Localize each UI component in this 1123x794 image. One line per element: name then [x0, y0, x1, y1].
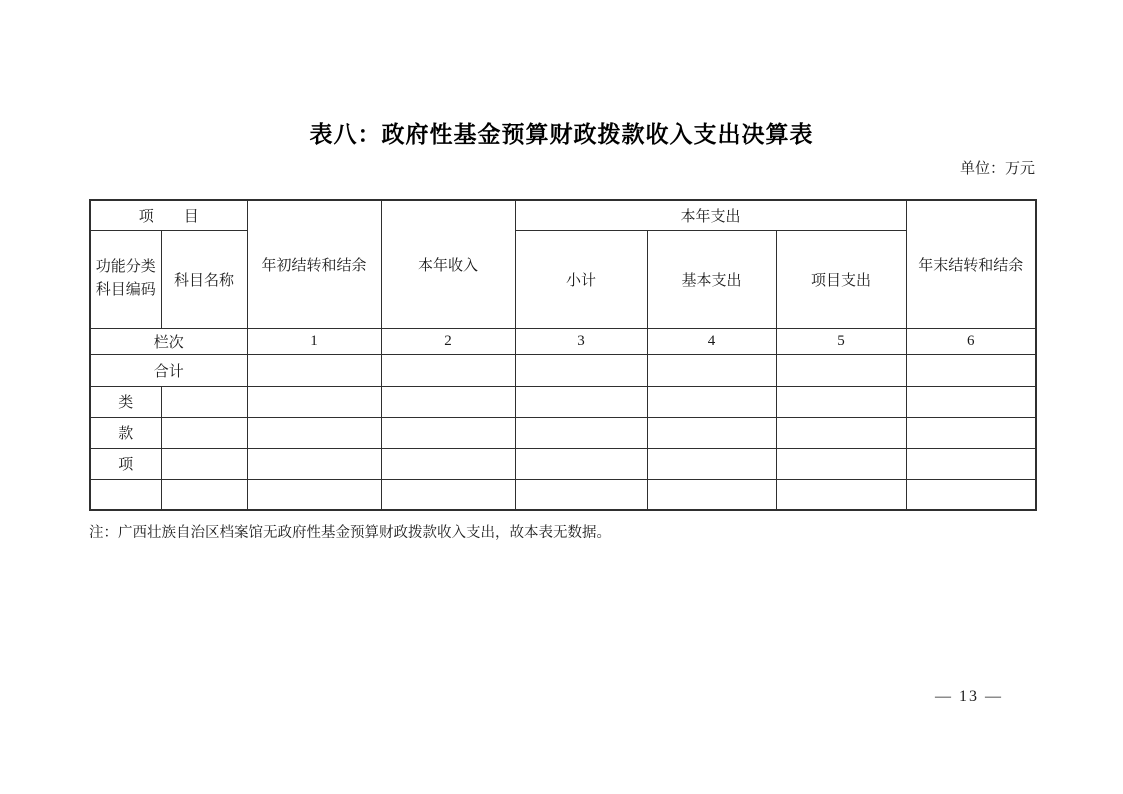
- table-note: 注：广西壮族自治区档案馆无政府性基金预算财政拨款收入支出，故本表无数据。: [89, 525, 611, 541]
- empty-cell: [161, 448, 247, 479]
- header-row-sub: [90, 230, 1036, 328]
- row-label-class: 类: [90, 386, 161, 417]
- column-index-4: 4: [647, 328, 776, 354]
- empty-cell: [515, 386, 647, 417]
- header-project-expenditure: 项目支出: [776, 230, 906, 328]
- empty-cell: [647, 354, 776, 386]
- empty-cell: [381, 417, 515, 448]
- empty-cell: [247, 448, 381, 479]
- column-index-3: 3: [515, 328, 647, 354]
- empty-cell: [381, 479, 515, 510]
- table-row-class: [90, 386, 1036, 417]
- empty-cell: [161, 479, 247, 510]
- column-index-5: 5: [776, 328, 906, 354]
- empty-cell: [515, 448, 647, 479]
- page-number: — 13 —: [935, 688, 1003, 705]
- page-title: 表八：政府性基金预算财政拨款收入支出决算表: [309, 122, 814, 147]
- empty-cell: [776, 479, 906, 510]
- empty-cell: [515, 354, 647, 386]
- header-subject-name: 科目名称: [161, 230, 247, 328]
- column-index-1: 1: [247, 328, 381, 354]
- table-row-total: [90, 354, 1036, 386]
- empty-cell: [776, 448, 906, 479]
- empty-cell: [381, 386, 515, 417]
- header-current-year-expenditure: 本年支出: [515, 200, 906, 230]
- column-index-2: 2: [381, 328, 515, 354]
- header-closing-balance: 年末结转和结余: [906, 200, 1036, 328]
- table-row-section: [90, 417, 1036, 448]
- empty-cell: [906, 448, 1036, 479]
- empty-cell: [381, 448, 515, 479]
- header-row-top: [90, 200, 1036, 230]
- empty-cell: [647, 479, 776, 510]
- empty-cell: [647, 417, 776, 448]
- column-index-row: [90, 328, 1036, 354]
- empty-cell: [906, 417, 1036, 448]
- empty-cell: [647, 448, 776, 479]
- empty-cell: [247, 417, 381, 448]
- empty-cell: [247, 354, 381, 386]
- empty-cell: [906, 354, 1036, 386]
- table-row-item: [90, 448, 1036, 479]
- row-label-item: 项: [90, 448, 161, 479]
- empty-cell: [647, 386, 776, 417]
- column-index-label: 栏次: [90, 328, 247, 354]
- unit-label: 单位：万元: [959, 161, 1035, 177]
- empty-cell: [515, 417, 647, 448]
- empty-cell: [906, 479, 1036, 510]
- header-function-code: 功能分类科目编码: [90, 230, 161, 328]
- empty-cell: [247, 479, 381, 510]
- table-row-blank: [90, 479, 1036, 510]
- header-subtotal: 小计: [515, 230, 647, 328]
- header-project: 项 目: [90, 200, 247, 230]
- header-opening-balance: 年初结转和结余: [247, 200, 381, 328]
- header-current-year-income: 本年收入: [381, 200, 515, 328]
- empty-cell: [906, 386, 1036, 417]
- empty-cell: [247, 386, 381, 417]
- empty-cell: [161, 386, 247, 417]
- empty-cell: [776, 386, 906, 417]
- empty-cell: [776, 417, 906, 448]
- empty-cell: [381, 354, 515, 386]
- budget-table: [89, 199, 1037, 511]
- header-basic-expenditure: 基本支出: [647, 230, 776, 328]
- empty-cell: [515, 479, 647, 510]
- row-label-section: 款: [90, 417, 161, 448]
- empty-cell: [776, 354, 906, 386]
- empty-cell: [161, 417, 247, 448]
- column-index-6: 6: [906, 328, 1036, 354]
- empty-cell: [90, 479, 161, 510]
- row-label-total: 合计: [90, 354, 247, 386]
